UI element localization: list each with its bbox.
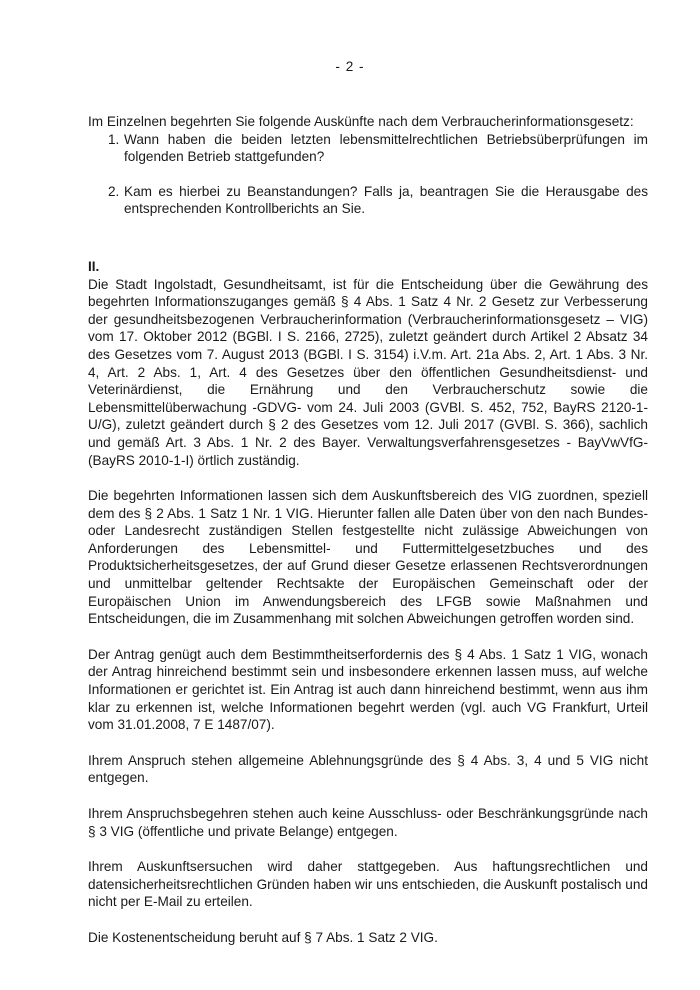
request-item — [88, 131, 648, 166]
section-heading: II. — [88, 258, 100, 274]
page-number: - 2 - — [335, 59, 365, 74]
request-list — [88, 131, 648, 218]
paragraph-scope: Die begehrten Informationen lassen sich dem Auskunftsbereich des VIG zuordnen, speziell dem des § 2 Abs. 1 Satz 1 Nr. 1 VIG. Hierunter fallen alle Daten über von den nach Bundes- oder Landesrecht zuständigen Stellen festgestellte nicht zulässige Abweichungen von Anforderungen des Lebensmittel- und Futtermittelgesetzbuches und des Produktsicherheitsgesetzes, der auf Grund dieser Gesetze erlassenen Rechtsverordnungen und unmittelbar geltender Rechtsakte der Europäischen Gemeinschaft oder der Europäischen Union im Anwendungsbereich des LFGB sowie Maßnahmen und Entscheidungen, die im Zusammenhang mit solchen Abweichungen getroffen worden sind. — [88, 488, 648, 627]
paragraph-decision: Ihrem Auskunftsersuchen wird daher stattgegeben. Aus haftungsrechtlichen und datensicherheitsrechtlichen Gründen haben wir uns entschieden, die Auskunft postalisch und nicht per E-Mail zu erteilen. — [88, 859, 648, 910]
paragraph-jurisdiction: Die Stadt Ingolstadt, Gesundheitsamt, ist für die Entscheidung über die Gewährung des begehrten Informationszuganges gemäß § 4 Abs. 1 Satz 4 Nr. 2 Gesetz zur Verbesserung der gesundheitsbezogenen Verbraucherinformation (Verbraucherinformationsgesetz – VIG) vom 17. Oktober 2012 (BGBl. I S. 2166, 2725), zuletzt geändert durch Artikel 2 Absatz 34 des Gesetzes vom 7. August 2013 (BGBl. I S. 3154) i.V.m. Art. 21a Abs. 2, Art. 1 Abs. 3 Nr. 4, Art. 2 Abs. 1, Art. 4 des Gesetzes über den öffentlichen Gesundheitsdienst- und Veterinärdienst, die Ernährung und den Verbraucherschutz sowie die Lebensmittelüberwachung -GDVG- vom 24. Juli 2003 (GVBl. S. 452, 752, BayRS 2120-1-U/G), zuletzt geändert durch § 2 des Gesetzes vom 12. Juli 2017 (GVBl. S. 366), sachlich und gemäß Art. 3 Abs. 1 Nr. 2 des Bayer. Verwaltungsverfahrensgesetzes - BayVwVfG- (BayRS 2010-1-I) örtlich zuständig. — [88, 276, 648, 468]
request-item — [88, 183, 648, 218]
request-number: 2. — [108, 183, 120, 199]
request-text: Wann haben die beiden letzten lebensmittelrechtlichen Betriebsüberprüfungen im folgenden Betrieb stattgefunden? — [124, 131, 648, 165]
intro-text: Im Einzelnen begehrten Sie folgende Auskünfte nach dem Verbraucherinformationsgesetz: — [88, 114, 634, 129]
paragraph-refusal-grounds: Ihrem Anspruch stehen allgemeine Ablehnungsgründe des § 4 Abs. 3, 4 und 5 VIG nicht entgegen. — [88, 752, 648, 786]
letter-body — [88, 113, 648, 947]
request-text: Kam es hierbei zu Beanstandungen? Falls ja, beantragen Sie die Herausgabe des entsprechenden Kontrollberichts an Sie. — [124, 183, 648, 217]
paragraph-exclusion-grounds: Ihrem Anspruchsbegehren stehen auch keine Ausschluss- oder Beschränkungsgründe nach § 3 VIG (öffentliche und private Belange) entgegen. — [88, 806, 648, 839]
paragraph-specificity: Der Antrag genügt auch dem Bestimmtheitserfordernis des § 4 Abs. 1 Satz 1 VIG, wonach der Antrag hinreichend bestimmt sein und insbesondere erkennen lassen muss, auf welche Informationen er gerichtet ist. Ein Antrag ist auch dann hinreichend bestimmt, wenn aus ihm klar zu erkennen ist, welche Informationen begehrt werden (vgl. auch VG Frankfurt, Urteil vom 31.01.2008, 7 E 1487/07). — [88, 646, 648, 733]
paragraph-costs: Die Kostenentscheidung beruht auf § 7 Abs. 1 Satz 2 VIG. — [88, 929, 438, 945]
request-number: 1. — [108, 131, 120, 147]
